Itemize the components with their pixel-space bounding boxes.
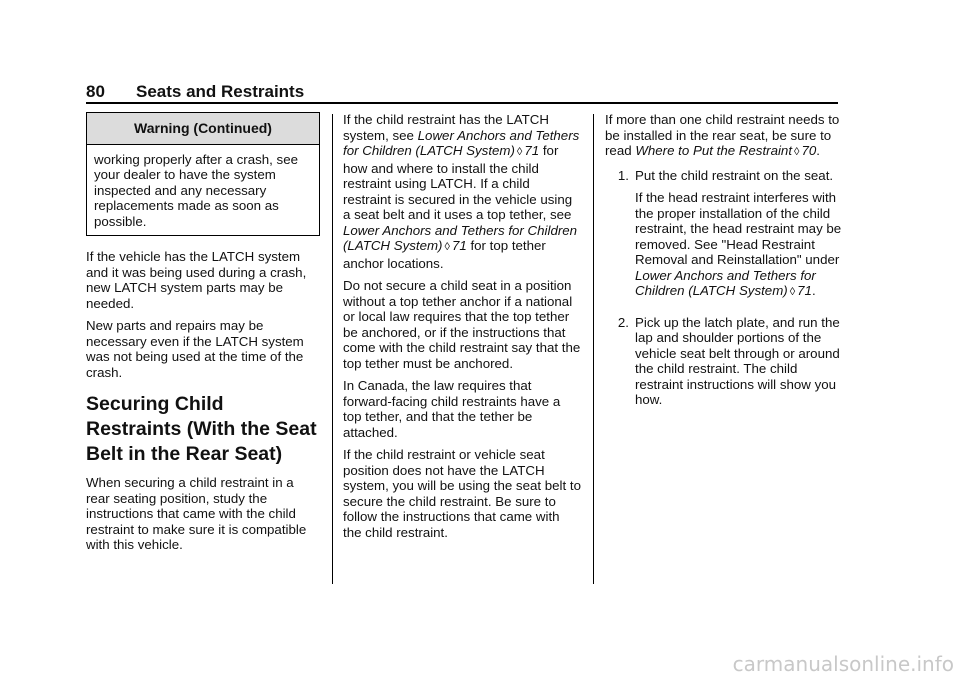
cross-reference-link[interactable]: Where to Put the Restraint (635, 143, 793, 158)
step-text: Pick up the latch plate, and run the lap and shoulder portions of the vehicle seat belt through or around the child restraint. The child restraint instructions will show you how. (635, 314, 840, 407)
page-reference[interactable]: 71 (524, 143, 540, 158)
warning-body: working properly after a crash, see your dealer to have the system inspected and any necessary replacements made as soon as possible. (94, 151, 298, 229)
step-subtext: If the head restraint interferes with the proper installation of the child restraint, the head restraint may be removed. See "Head Restraint Removal and Reinstallation" under Lower Anchors and Tethers for Children (LATCH System) ◊ 71. (635, 190, 842, 298)
cross-reference-link[interactable]: Lower Anchors and Tethers for Children (LATCH System) (343, 222, 578, 253)
page-reference[interactable]: 70 (801, 143, 817, 158)
paragraph: If the vehicle has the LATCH system and it was being used during a crash, new LATCH system parts may be needed. (86, 249, 307, 311)
list-item (605, 168, 843, 308)
cross-reference-link[interactable]: Lower Anchors and Tethers for Children (LATCH System) (343, 127, 580, 158)
steps-list (605, 168, 843, 415)
column-divider (593, 114, 594, 584)
section-heading: Securing Child Restraints (With the Seat Belt in the Rear Seat) (86, 393, 317, 465)
warning-title: Warning (Continued) (87, 113, 319, 145)
column-middle (343, 112, 581, 547)
paragraph: If the child restraint or vehicle seat position does not have the LATCH system, you will be using the seat belt to secure the child restraint. Be sure to follow the instructions that came with the child restraint. (343, 447, 581, 540)
paragraph: Do not secure a child seat in a position without a top tether anchor if a national or local law requires that the top tether be anchored, or if the instructions that come with the child restraint say that the top tether must be anchored. (343, 278, 581, 371)
step-number: 1. (617, 167, 629, 183)
warning-box (86, 112, 320, 236)
column-left (86, 112, 320, 560)
reference-arrow-icon: ◊ (794, 146, 800, 158)
paragraph: In Canada, the law requires that forward-facing child restraints have a top tether, and that the tether be attached. (343, 378, 561, 440)
page-number: 80 (86, 82, 105, 101)
column-divider (332, 114, 333, 584)
step-number: 2. (617, 314, 629, 330)
watermark: carmanualsonline.info (732, 652, 954, 676)
cross-reference-link[interactable]: Lower Anchors and Tethers for Children (LATCH System) (635, 267, 816, 298)
section-title: Seats and Restraints (136, 82, 305, 101)
step-text: Put the child restraint on the seat. (635, 167, 834, 183)
page-reference[interactable]: 71 (797, 283, 812, 298)
page-reference[interactable]: 71 (451, 238, 467, 253)
paragraph: When securing a child restraint in a rear seating position, study the instructions that came with the child restraint to make sure it is compatible with this vehicle. (86, 475, 307, 552)
header-rule (86, 102, 838, 104)
paragraph: New parts and repairs may be necessary even if the LATCH system was not being used at the time of the crash. (86, 318, 304, 380)
column-right (605, 112, 843, 422)
paragraph: If more than one child restraint needs to be installed in the rear seat, be sure to read Where to Put the Restraint ◊ 70. (605, 112, 840, 158)
reference-arrow-icon: ◊ (516, 146, 523, 158)
list-item (605, 315, 843, 415)
paragraph: If the child restraint has the LATCH system, see Lower Anchors and Tethers for Children (LATCH System) ◊ 71 for how and where to install the child restraint using LATCH. If a child restraint is secured in the vehicle using a seat belt and it uses a top tether, see Lower Anchors and Tethers for Children (LATCH System) ◊ 71 for top tether anchor locations. (343, 112, 580, 271)
reference-arrow-icon: ◊ (444, 241, 450, 253)
reference-arrow-icon: ◊ (789, 286, 796, 298)
